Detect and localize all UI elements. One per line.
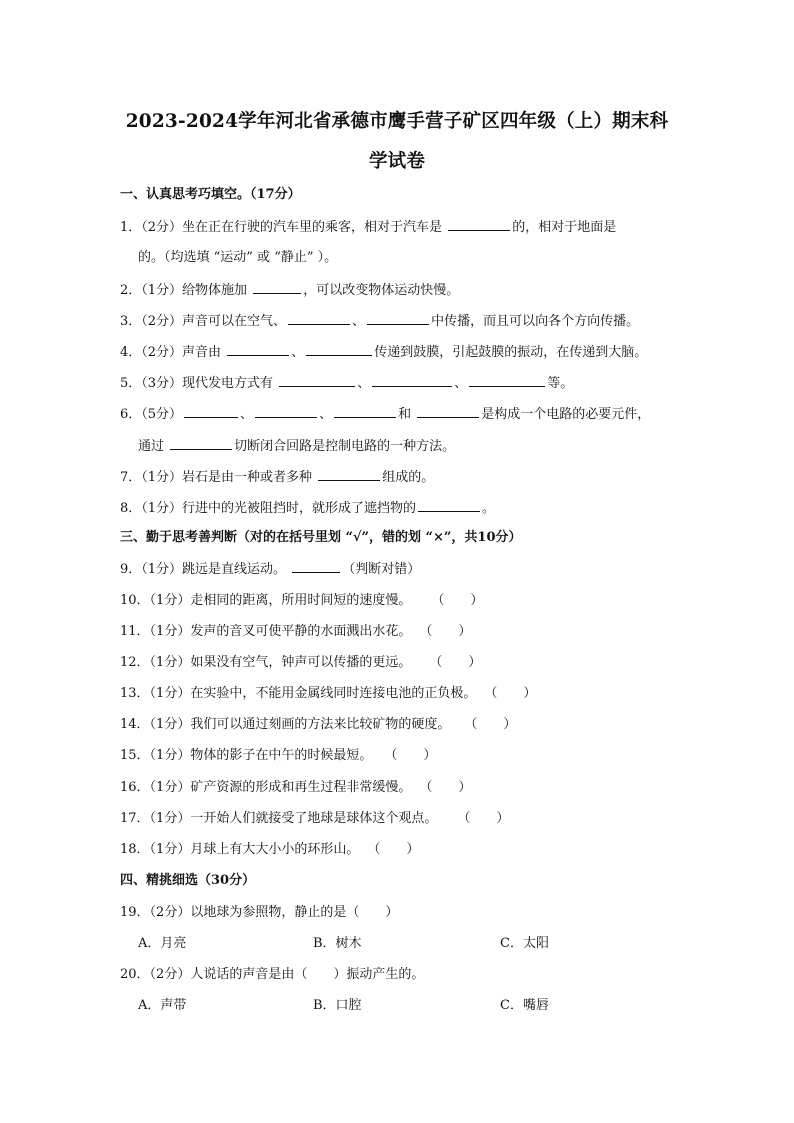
q3-text-a: 3．（2分）声音可以在空气、 (120, 314, 287, 329)
q6-blank-3[interactable] (334, 406, 396, 418)
question-13 (120, 686, 536, 702)
q12-answer-paren[interactable]: （ ） (429, 655, 482, 670)
q3-text-b: 、 (352, 314, 366, 329)
section-heading-multiple-choice: 四、精挑细选（30分） (120, 873, 256, 888)
q13-answer-paren[interactable]: （ ） (484, 686, 537, 701)
q5-text-a: 5．（3分）现代发电方式有 (120, 376, 274, 391)
q1-text-a: 1．（2分）坐在正在行驶的汽车里的乘客，相对于汽车是 (120, 220, 443, 235)
q3-blank-2[interactable] (367, 313, 429, 325)
q20-option-c[interactable]: C．嘴唇 (500, 998, 549, 1013)
q6-text-g: 切断闭合回路是控制电路的一种方法。 (234, 439, 456, 454)
q7-text-b: 组成的。 (382, 470, 435, 485)
question-11 (120, 624, 471, 640)
q8-text-a: 8．（1分）行进中的光被阻挡时，就形成了遮挡物的 (120, 501, 417, 516)
q18-text: 18．（1分）月球上有大大小小的环形山。 (120, 842, 360, 857)
q5-text-b: 、 (357, 376, 371, 391)
q6-text-b: 、 (240, 407, 254, 422)
q9-text-a: 9．（1分）跳远是直线运动。 (120, 562, 287, 577)
q19-option-c[interactable]: C．太阳 (500, 936, 549, 951)
q7-text-a: 7．（1分）岩石是由一种或者多种 (120, 470, 313, 485)
q8-text-b: 。 (482, 501, 496, 516)
q12-text: 12．（1分）如果没有空气，钟声可以传播的更远。 (120, 655, 412, 670)
q16-text: 16．（1分）矿产资源的形成和再生过程非常缓慢。 (120, 780, 412, 795)
q5-text-c: 、 (454, 376, 468, 391)
question-2 (120, 282, 459, 299)
q2-text-a: 2．（1分）给物体施加 (120, 283, 248, 298)
question-19: 19．（2分）以地球为参照物，静止的是（ ） (120, 905, 399, 920)
question-10 (120, 593, 483, 609)
q20-option-a[interactable]: A．声带 (138, 998, 187, 1013)
q10-answer-paren[interactable]: （ ） (431, 593, 484, 608)
question-1 (120, 219, 616, 236)
q9-blank-1[interactable] (292, 561, 340, 573)
question-15 (120, 748, 436, 764)
q7-blank-1[interactable] (318, 469, 380, 481)
q15-text: 15．（1分）物体的影子在中午的时候最短。 (120, 748, 373, 763)
q13-text: 13．（1分）在实验中，不能用金属线同时连接电池的正负极。 (120, 686, 477, 701)
exam-title-line1: 2023-2024学年河北省承德市鹰手营子矿区四年级（上）期末科 (125, 111, 669, 132)
q5-text-d: 等。 (547, 376, 574, 391)
q3-text-c: 中传播，而且可以向各个方向传播。 (431, 314, 640, 329)
q6-blank-4[interactable] (417, 406, 479, 418)
q6-text-a: 6．（5分） (120, 407, 183, 422)
q14-answer-paren[interactable]: （ ） (464, 717, 517, 732)
question-8 (120, 500, 495, 517)
q5-blank-3[interactable] (469, 375, 545, 387)
q6-text-e: 是构成一个电路的必要元件， (481, 407, 651, 422)
question-14 (120, 717, 516, 733)
exam-title-line2: 学试卷 (368, 151, 426, 172)
q4-blank-1[interactable] (227, 344, 289, 356)
question-12 (120, 655, 481, 671)
q9-text-b: （判断对错） (342, 562, 421, 577)
section-heading-fill-blank: 一、认真思考巧填空。（17分） (120, 187, 301, 202)
q6-blank-1[interactable] (184, 406, 238, 418)
q6-text-c: 、 (319, 407, 333, 422)
q6-text-f: 通过 (138, 439, 165, 454)
q11-answer-paren[interactable]: （ ） (419, 624, 472, 639)
q8-blank-1[interactable] (418, 500, 480, 512)
q1-blank-1[interactable] (448, 219, 510, 231)
q2-blank-1[interactable] (253, 282, 301, 294)
q4-text-c: 传递到鼓膜，引起鼓膜的振动，在传递到大脑。 (374, 345, 648, 360)
q6-blank-5[interactable] (170, 438, 232, 450)
question-7 (120, 469, 434, 486)
question-16 (120, 780, 471, 796)
question-18 (120, 842, 419, 858)
q15-answer-paren[interactable]: （ ） (384, 748, 437, 763)
q1-text-b: 的，相对于地面是 (512, 220, 617, 235)
q18-answer-paren[interactable]: （ ） (367, 842, 420, 857)
q2-text-b: ，可以改变物体运动快慢。 (303, 283, 460, 298)
q6-text-d: 和 (398, 407, 412, 422)
q19-option-a[interactable]: A．月亮 (138, 936, 187, 951)
question-4 (120, 344, 647, 361)
question-6 (120, 406, 650, 423)
q1-text-c: 的。（均选填 “运动” 或 “静止” ）。 (138, 250, 338, 265)
q11-text: 11．（1分）发声的音叉可使平静的水面溅出水花。 (120, 624, 412, 639)
q4-text-a: 4．（2分）声音由 (120, 345, 222, 360)
q10-text: 10．（1分）走相同的距离，所用时间短的速度慢。 (120, 593, 412, 608)
q3-blank-1[interactable] (288, 313, 350, 325)
question-1-cont (138, 250, 337, 266)
q14-text: 14．（1分）我们可以通过刻画的方法来比较矿物的硬度。 (120, 717, 451, 732)
q16-answer-paren[interactable]: （ ） (419, 780, 472, 795)
q4-text-b: 、 (291, 345, 305, 360)
q17-text: 17．（1分）一开始人们就接受了地球是球体这个观点。 (120, 811, 438, 826)
question-20: 20．（2分）人说话的声音是由（ ）振动产生的。 (120, 967, 425, 982)
q17-answer-paren[interactable]: （ ） (457, 811, 510, 826)
section-heading-true-false: 三、勤于思考善判断（对的在括号里划 “√”，错的划 “×”，共10分） (120, 530, 522, 545)
q6-blank-2[interactable] (255, 406, 317, 418)
question-17 (120, 811, 509, 827)
question-9 (120, 561, 420, 578)
question-3 (120, 313, 639, 330)
question-6-cont (138, 438, 455, 455)
q20-option-b[interactable]: B．口腔 (313, 998, 362, 1013)
question-5 (120, 375, 573, 392)
q5-blank-1[interactable] (279, 375, 355, 387)
q4-blank-2[interactable] (306, 344, 372, 356)
q19-option-b[interactable]: B．树木 (313, 936, 362, 951)
q5-blank-2[interactable] (372, 375, 452, 387)
